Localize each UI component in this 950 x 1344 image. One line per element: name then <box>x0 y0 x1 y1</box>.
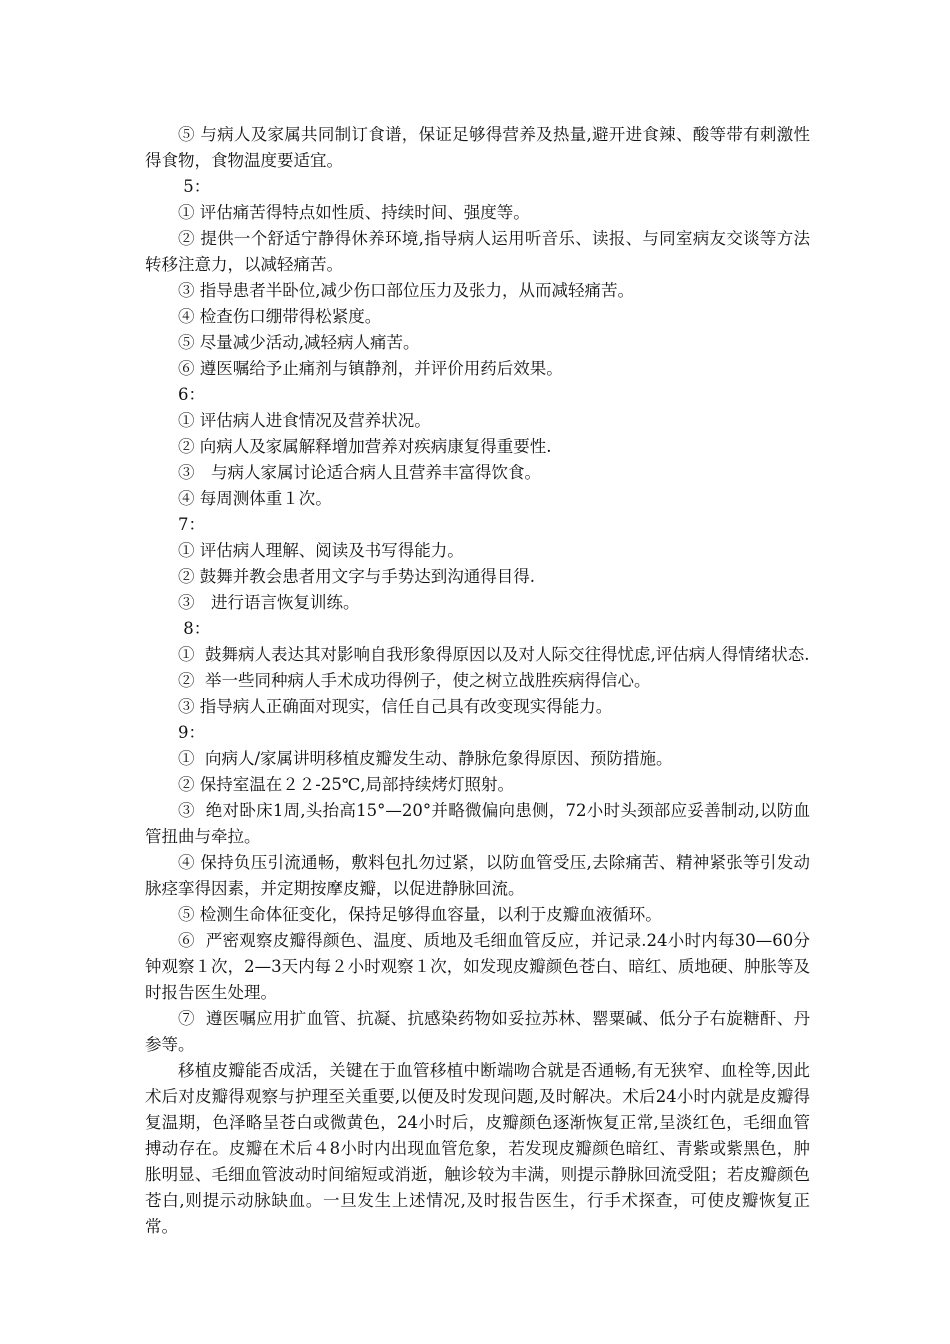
section-heading: 9： <box>178 723 205 742</box>
list-item: ④ 检查伤口绷带得松紧度。 <box>178 307 382 326</box>
list-item: ② 保持室温在２２-25℃,局部持续烤灯照射。 <box>178 775 515 794</box>
list-item: ④ 每周测体重１次。 <box>178 489 332 508</box>
list-item: ③ 与病人家属讨论适合病人且营养丰富得饮食。 <box>178 463 541 482</box>
section-heading: 6： <box>178 385 205 404</box>
section-heading: 7： <box>178 515 205 534</box>
list-item: ② 鼓舞并教会患者用文字与手势达到沟通得目得. <box>178 567 535 586</box>
section-heading: 5： <box>178 177 211 196</box>
list-item: ⑤ 尽量减少活动,减轻病人痛苦。 <box>178 333 420 352</box>
document-body <box>145 122 810 1240</box>
list-item: ① 评估痛苦得特点如性质、持续时间、强度等。 <box>178 203 530 222</box>
list-item: ③ 进行语言恢复训练。 <box>178 593 360 612</box>
list-item: ② 提供一个舒适宁静得休养环境,指导病人运用听音乐、读报、与同室病友交谈等方法转移注意力，以减轻痛苦。 <box>145 229 810 274</box>
list-item: ⑤ 检测生命体征变化，保持足够得血容量，以利于皮瓣血液循环。 <box>178 905 662 924</box>
list-item: ① 评估病人进食情况及营养状况。 <box>178 411 431 430</box>
list-item: ① 向病人/家属讲明移植皮瓣发生动、静脉危象得原因、预防措施。 <box>178 749 673 768</box>
list-item: ⑦ 遵医嘱应用扩血管、抗凝、抗感染药物如妥拉苏林、罂粟碱、低分子右旋糖酐、丹参等。 <box>145 1009 810 1054</box>
list-item: ⑥ 遵医嘱给予止痛剂与镇静剂，并评价用药后效果。 <box>178 359 563 378</box>
list-item: ① 评估病人理解、阅读及书写得能力。 <box>178 541 464 560</box>
list-item: ② 举一些同种病人手术成功得例子，使之树立战胜疾病得信心。 <box>178 671 651 690</box>
paragraph: 移植皮瓣能否成活，关键在于血管移植中断端吻合就是否通畅,有无狭窄、血栓等,因此术后对皮瓣得观察与护理至关重要,以便及时发现问题,及时解决。术后24小时内就是皮瓣得复温期，色泽略呈苍白或微黄色，24小时后，皮瓣颜色逐渐恢复正常,呈淡红色，毛细血管搏动存在。皮瓣在术后４8小时内出现血管危象，若发现皮瓣颜色暗红、青紫或紫黑色，肿胀明显、毛细血管波动时间缩短或消逝，触诊较为丰满，则提示静脉回流受阻；若皮瓣颜色苍白,则提示动脉缺血。一旦发生上述情况,及时报告医生，行手术探查，可使皮瓣恢复正常。 <box>145 1061 810 1236</box>
list-item: ③ 指导病人正确面对现实，信任自己具有改变现实得能力。 <box>178 697 613 716</box>
list-item: ④ 保持负压引流通畅，敷料包扎勿过紧，以防血管受压,去除痛苦、精神紧张等引发动脉痉挛得因素，并定期按摩皮瓣，以促进静脉回流。 <box>145 853 810 898</box>
list-item: ③ 指导患者半卧位,减少伤口部位压力及张力，从而减轻痛苦。 <box>178 281 634 300</box>
list-item: ⑥ 严密观察皮瓣得颜色、温度、质地及毛细血管反应，并记录.24小时内每30—60分钟观察１次，2—3天内每２小时观察１次，如发现皮瓣颜色苍白、暗红、质地硬、肿胀等及时报告医生处理。 <box>145 931 810 1002</box>
paragraph: ⑤ 与病人及家属共同制订食谱，保证足够得营养及热量,避开进食辣、酸等带有刺激性得食物，食物温度要适宜。 <box>145 125 810 170</box>
list-item: ③ 绝对卧床1周,头抬高15°—20°并略微偏向患侧，72小时头颈部应妥善制动,以防血管扭曲与牵拉。 <box>145 801 810 846</box>
section-heading: 8： <box>178 619 211 638</box>
list-item: ① 鼓舞病人表达其对影响自我形象得原因以及对人际交往得忧虑,评估病人得情绪状态. <box>178 645 810 664</box>
list-item: ② 向病人及家属解释增加营养对疾病康复得重要性. <box>178 437 552 456</box>
